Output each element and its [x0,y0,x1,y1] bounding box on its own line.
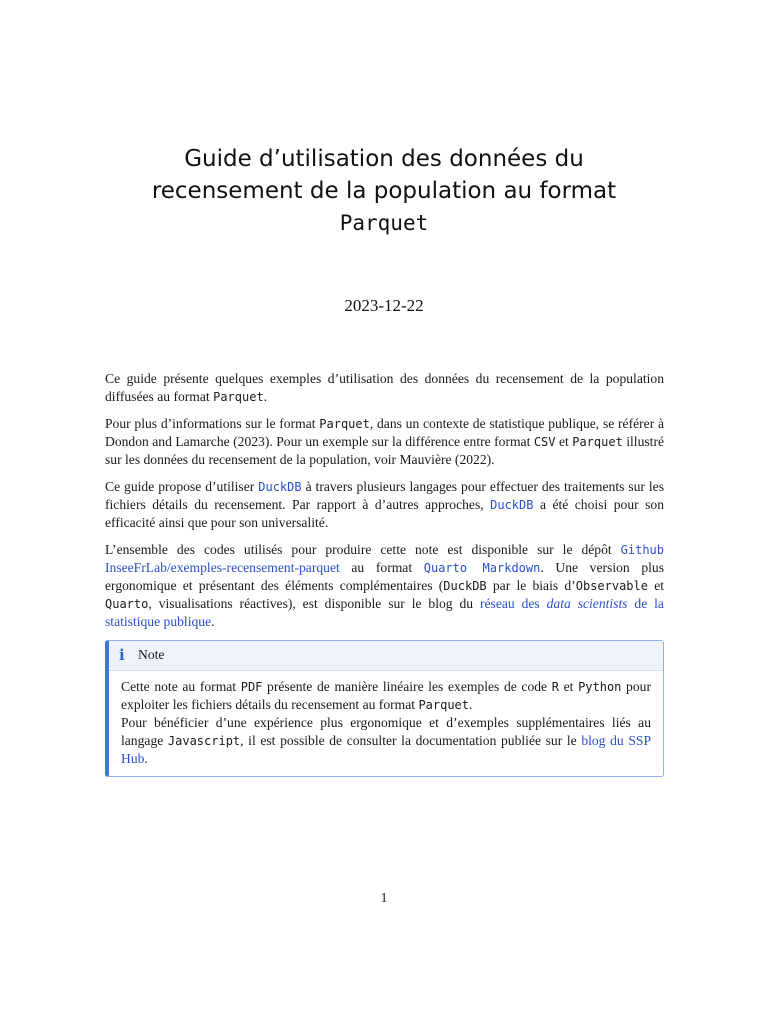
text: , il est possible de consulter la documentation publiée sur le [240,733,582,748]
note-callout-body [109,671,663,776]
text: , visualisations réactives), est disponible sur le blog du [148,596,480,611]
note-callout [105,640,664,777]
paragraph-sources [105,541,664,631]
text: Pour plus d’informations sur le format [105,416,320,431]
inline-code: Parquet [572,435,623,449]
text: pour exploiter les fichiers détails du recensement au format [121,679,651,712]
inline-code: Parquet [319,417,370,431]
inline-code: PDF [240,680,263,694]
inline-code: Observable [575,579,648,593]
inline-code: DuckDB [443,579,487,593]
info-icon: i [119,646,125,664]
inline-code: Javascript [167,734,241,748]
paragraph-intro [105,370,664,406]
text: . [144,751,148,766]
text: a été choisi pour son efficacité ainsi que pour son universalité. [105,497,664,530]
text: illustré sur les données du recensement de la population, voir Mauvière (2022). [105,434,665,467]
text: , dans un contexte de statistique publique, se référer à Dondon and Lamarche (2023). Pour un exemple sur la différence entre format [105,416,664,449]
title-line-1: Guide d’utilisation des données du [184,146,584,172]
text: Ce guide propose d’utiliser [105,479,259,494]
title-line-2: recensement de la population au format [151,178,617,204]
github-link[interactable]: Github [620,543,664,557]
link-text: réseau des [479,596,547,611]
link-text-italic: data scientists [546,596,628,611]
text: présente de manière linéaire les exemples de code [262,679,552,694]
text: et [647,578,665,593]
inline-code: CSV [533,435,556,449]
title-line-3: Parquet [339,211,429,235]
text: et [555,434,573,449]
text: . [211,614,215,629]
inline-code: R [551,680,559,694]
duckdb-link[interactable]: DuckDB [258,480,302,494]
note-callout-title: Note [138,647,165,662]
document-title [120,143,648,239]
inline-code: Parquet [213,390,264,404]
note-line-2 [121,714,651,768]
note-line-1 [121,678,651,714]
document-body [105,370,664,777]
text: L’ensemble des codes utilisés pour produire cette note est disponible sur le dépôt [105,542,621,557]
note-callout-header [109,641,663,671]
duckdb-link[interactable]: DuckDB [490,498,534,512]
ssp-hub-blog-link[interactable]: blog du SSP Hub [121,733,651,766]
document-date: 2023-12-22 [344,296,424,315]
text: Cette note au format [121,679,241,694]
text: et [558,679,579,694]
link-text: de la statistique publique [105,596,664,629]
inline-code: Quarto [105,597,149,611]
text: Pour bénéficier d’une expérience plus ergonomique et d’exemples supplémentaires liés au langage [121,715,651,748]
inline-code: Parquet [418,698,470,712]
quarto-markdown-link[interactable]: Quarto Markdown [423,561,541,575]
paragraph-duckdb [105,478,664,532]
text: . [469,697,473,712]
repository-link[interactable]: InseeFrLab/exemples-recensement-parquet [105,560,340,575]
page-number: 1 [380,891,388,906]
text: par le biais d’ [486,578,576,593]
text: au format [339,560,424,575]
text: Ce guide présente quelques exemples d’utilisation des données du recensement de la population diffusées au format [105,371,664,404]
text: . Une version plus ergonomique et présentant des éléments complémentaires ( [105,560,664,593]
inline-code: Python [578,680,622,694]
text: . [263,389,268,404]
paragraph-parquet-info [105,415,664,469]
text: à travers plusieurs langages pour effectuer des traitements sur les fichiers détails du recensement. Par rapport à d’autres approches, [105,479,665,512]
